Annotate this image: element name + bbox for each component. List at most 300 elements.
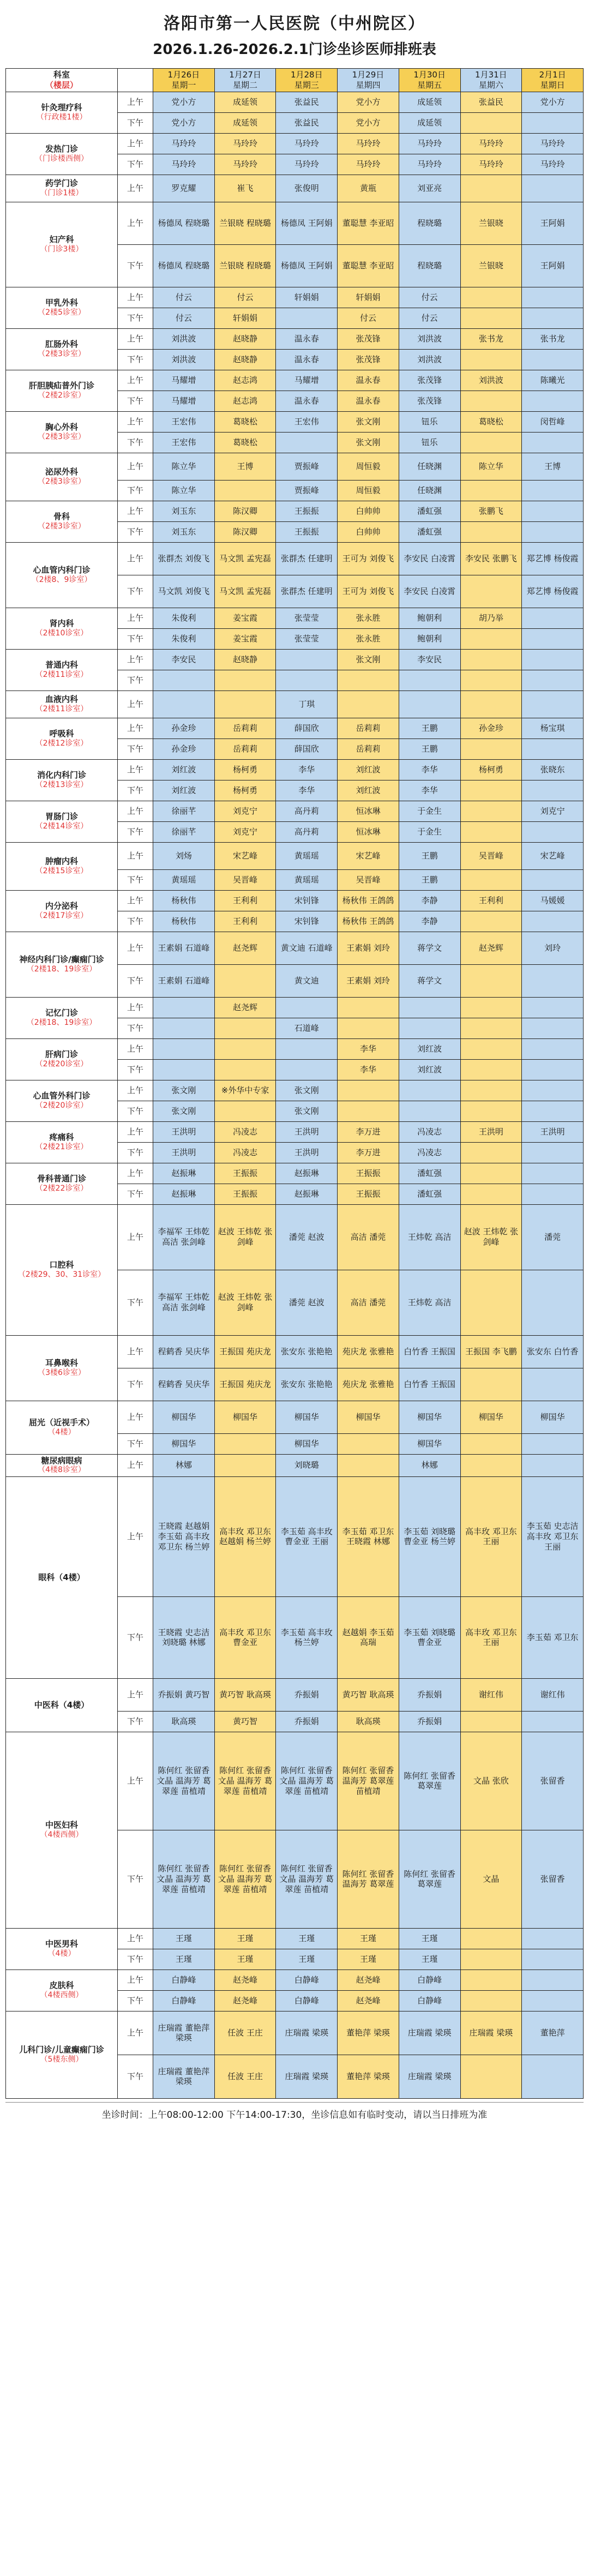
doctor-cell: 李玉茹 史志洁 高丰玫 邓卫东 王丽 [522, 1476, 584, 1596]
header-day: 1月31日 星期六 [460, 69, 522, 92]
doctor-cell: 吴晋峰 [460, 842, 522, 869]
doctor-cell: 黄巧智 耿高瑛 [338, 1678, 399, 1711]
doctor-cell: 党小方 [153, 92, 215, 112]
doctor-cell: 张茂锋 [399, 370, 460, 391]
doctor-cell: 王博 [214, 453, 276, 480]
doctor-cell: 王阿娟 [522, 202, 584, 244]
doctor-cell [460, 1080, 522, 1101]
doctor-cell: 张茂锋 [338, 328, 399, 349]
period-cell: 上午 [118, 842, 153, 869]
doctor-cell [522, 738, 584, 759]
doctor-cell: 乔振娟 [399, 1711, 460, 1732]
doctor-cell: 柳国华 [522, 1401, 584, 1433]
department-name: 疼痛科 [49, 1132, 74, 1142]
doctor-cell: 冯凌志 [399, 1121, 460, 1142]
doctor-cell: 王瑾 [399, 1949, 460, 1969]
doctor-cell [522, 391, 584, 411]
doctor-cell: 王洪明 [153, 1142, 215, 1163]
doctor-cell [214, 1454, 276, 1476]
period-cell: 上午 [118, 542, 153, 575]
doctor-cell: 高丰玫 邓卫东 曹金亚 [214, 1596, 276, 1678]
doctor-cell: 黄瑶瑶 [153, 869, 215, 890]
doctor-cell: 王洪明 [522, 1121, 584, 1142]
doctor-cell: 李华 [276, 780, 338, 801]
department-name: 胃肠门诊 [45, 811, 78, 821]
doctor-cell: 乔振娟 [399, 1678, 460, 1711]
doctor-cell [460, 738, 522, 759]
doctor-cell: 赵尧峰 [338, 1990, 399, 2011]
period-cell: 上午 [118, 608, 153, 628]
doctor-cell: 马玲玲 [214, 133, 276, 154]
doctor-cell: 薛国欣 [276, 718, 338, 738]
doctor-cell: 杨德凤 王阿娟 [276, 202, 338, 244]
doctor-cell: 姜宝霞 [214, 628, 276, 649]
doctor-cell [338, 690, 399, 718]
doctor-cell: 马玲玲 [460, 133, 522, 154]
department-name: 肝病门诊 [45, 1049, 78, 1059]
period-cell: 下午 [118, 1184, 153, 1204]
department-cell [6, 501, 118, 542]
period-cell: 下午 [118, 1142, 153, 1163]
period-cell: 上午 [118, 1401, 153, 1433]
period-cell: 上午 [118, 92, 153, 112]
doctor-cell: 马玲玲 [522, 133, 584, 154]
doctor-cell [522, 1433, 584, 1454]
doctor-cell: 陈何红 张留香 文晶 温海芳 葛翠莲 苗植靖 [153, 1732, 215, 1830]
doctor-cell [214, 1038, 276, 1059]
doctor-cell: 程鹤香 吴庆华 [153, 1335, 215, 1368]
department-cell [6, 453, 118, 501]
doctor-cell: 王振国 李飞鹏 [460, 1335, 522, 1368]
doctor-cell [522, 1368, 584, 1401]
doctor-cell: 石道峰 [276, 1018, 338, 1038]
doctor-cell [460, 1184, 522, 1204]
doctor-cell [460, 308, 522, 328]
doctor-cell: 赵波 王炜乾 张剑峰 [460, 1204, 522, 1270]
header-day: 1月29日 星期四 [338, 69, 399, 92]
doctor-cell: 马玲玲 [522, 154, 584, 175]
doctor-cell: 王瑾 [338, 1949, 399, 1969]
period-cell: 上午 [118, 801, 153, 821]
doctor-cell [522, 521, 584, 542]
period-cell: 下午 [118, 911, 153, 932]
doctor-cell: 王可为 刘俊飞 [338, 542, 399, 575]
doctor-cell [399, 690, 460, 718]
period-cell: 上午 [118, 1080, 153, 1101]
doctor-cell: 李玉茹 高丰玫 杨兰婷 [276, 1596, 338, 1678]
doctor-cell: 赵志鸿 [214, 370, 276, 391]
department-name: 骨科 [53, 511, 70, 521]
doctor-cell: 董艳萍 [522, 2011, 584, 2055]
doctor-cell: 柳国华 [399, 1401, 460, 1433]
doctor-cell [460, 964, 522, 997]
doctor-cell: 付云 [214, 287, 276, 308]
department-room: （4楼西侧） [40, 1830, 83, 1839]
period-cell: 上午 [118, 1476, 153, 1596]
doctor-cell [214, 964, 276, 997]
doctor-cell: 王晓霞 史志洁 刘晓璐 林娜 [153, 1596, 215, 1678]
doctor-cell: 高丰玫 邓卫东 赵越娟 杨兰婷 [214, 1476, 276, 1596]
table-row [6, 801, 584, 821]
doctor-cell: 成延领 [214, 92, 276, 112]
doctor-cell: 兰银晓 [460, 244, 522, 287]
doctor-cell: 马耀增 [153, 391, 215, 411]
doctor-cell [460, 2055, 522, 2098]
doctor-cell: 庄瑞霞 梁瑛 [399, 2055, 460, 2098]
doctor-cell: 庄瑞霞 董艳萍 梁瑛 [153, 2055, 215, 2098]
doctor-cell: 潘虹强 [399, 501, 460, 521]
department-name: 屈光（近视手术） [28, 1417, 94, 1427]
doctor-cell [460, 1270, 522, 1335]
doctor-cell [460, 649, 522, 670]
department-cell [6, 1732, 118, 1928]
doctor-cell: 党小方 [153, 112, 215, 133]
doctor-cell: ※外华中专家 [214, 1080, 276, 1101]
doctor-cell [460, 1018, 522, 1038]
doctor-cell: 赵晓静 [214, 328, 276, 349]
doctor-cell: 于金生 [399, 821, 460, 842]
doctor-cell: 赵尧辉 [214, 997, 276, 1018]
period-cell: 上午 [118, 175, 153, 202]
department-name: 心血管外科门诊 [33, 1090, 91, 1101]
table-header-row [6, 69, 584, 92]
department-room: （5楼东侧） [40, 2055, 83, 2064]
table-row [6, 1732, 584, 1830]
doctor-cell: 岳莉莉 [214, 738, 276, 759]
department-name: 眼科（4楼） [38, 1572, 85, 1582]
doctor-cell: 恒冰琳 [338, 821, 399, 842]
doctor-cell [460, 1969, 522, 1990]
doctor-cell: 杨德凤 王阿娟 [276, 244, 338, 287]
doctor-cell: 王阿娟 [522, 244, 584, 287]
period-cell: 下午 [118, 575, 153, 608]
doctor-cell: 黄巧智 耿高瑛 [214, 1678, 276, 1711]
doctor-cell: 马玲玲 [153, 133, 215, 154]
doctor-cell: 任波 王庄 [214, 2055, 276, 2098]
doctor-cell: 白静峰 [153, 1990, 215, 2011]
period-cell: 下午 [118, 738, 153, 759]
doctor-cell: 赵振琳 [276, 1163, 338, 1184]
department-room: （2楼11诊室） [35, 704, 88, 713]
doctor-cell: 丁琪 [276, 690, 338, 718]
doctor-cell: 李安民 白凌霄 [399, 542, 460, 575]
doctor-cell: 柳国华 [338, 1401, 399, 1433]
department-cell [6, 1335, 118, 1401]
doctor-cell [522, 690, 584, 718]
doctor-cell: 周恒毅 [338, 480, 399, 501]
doctor-cell: 庄瑞霞 梁瑛 [399, 2011, 460, 2055]
doctor-cell [214, 1059, 276, 1080]
doctor-cell: 白帅帅 [338, 521, 399, 542]
period-cell: 下午 [118, 1018, 153, 1038]
table-row [6, 1080, 584, 1101]
doctor-cell: 刘晓璐 [276, 1454, 338, 1476]
doctor-cell: 柳国华 [460, 1401, 522, 1433]
doctor-cell [460, 391, 522, 411]
period-cell: 下午 [118, 2055, 153, 2098]
doctor-cell [276, 997, 338, 1018]
doctor-cell: 杨德凤 程晓璐 [153, 202, 215, 244]
doctor-cell [460, 1454, 522, 1476]
table-row [6, 997, 584, 1018]
doctor-cell: 兰银晓 [460, 202, 522, 244]
doctor-cell: 柳国华 [399, 1433, 460, 1454]
department-cell [6, 1204, 118, 1335]
doctor-cell [460, 821, 522, 842]
doctor-cell: 白帅帅 [338, 501, 399, 521]
doctor-cell: 蒋学文 [399, 932, 460, 964]
doctor-cell: 赵波 王炜乾 张剑峰 [214, 1204, 276, 1270]
doctor-cell: 杨秋伟 [153, 911, 215, 932]
doctor-cell: 潘虹强 [399, 1163, 460, 1184]
period-cell: 下午 [118, 521, 153, 542]
doctor-cell: 马玲玲 [338, 133, 399, 154]
doctor-cell: 陈立华 [153, 453, 215, 480]
doctor-cell [338, 1433, 399, 1454]
doctor-cell [522, 1080, 584, 1101]
doctor-cell: 李玉茹 刘晓璐 曹金亚 杨兰婷 [399, 1476, 460, 1596]
doctor-cell: 刘克宁 [522, 801, 584, 821]
doctor-cell: 王素娟 刘玲 [338, 964, 399, 997]
period-cell: 下午 [118, 1711, 153, 1732]
department-room: （2楼13诊室） [35, 780, 88, 789]
header-day: 1月28日 星期三 [276, 69, 338, 92]
period-cell: 下午 [118, 154, 153, 175]
doctor-cell: 柳国华 [153, 1433, 215, 1454]
doctor-cell [276, 432, 338, 453]
doctor-cell [522, 1101, 584, 1121]
department-room: （2楼3诊室） [38, 521, 86, 531]
doctor-cell: 陈何红 张留香 文晶 温海芳 葛翠莲 苗植靖 [214, 1830, 276, 1928]
period-cell: 下午 [118, 244, 153, 287]
doctor-cell: 王晓霞 赵越娟 李玉茹 高丰玫 邓卫东 杨兰婷 [153, 1476, 215, 1596]
table-row [6, 542, 584, 575]
doctor-cell [214, 1433, 276, 1454]
doctor-cell [522, 649, 584, 670]
doctor-cell [522, 1270, 584, 1335]
doctor-cell: 董聪慧 李亚昭 [338, 244, 399, 287]
table-row [6, 842, 584, 869]
doctor-cell: 耿高瑛 [153, 1711, 215, 1732]
department-name: 骨科普通门诊 [37, 1173, 86, 1184]
doctor-cell: 陈何红 张留香 葛翠莲 [399, 1732, 460, 1830]
doctor-cell: 王利利 [214, 890, 276, 911]
doctor-cell: 陈何红 张留香 文晶 温海芳 葛翠莲 苗植靖 [276, 1732, 338, 1830]
doctor-cell: 马玲玲 [338, 154, 399, 175]
doctor-cell: 李华 [399, 780, 460, 801]
period-cell: 下午 [118, 1433, 153, 1454]
doctor-cell [153, 1059, 215, 1080]
doctor-cell [460, 1142, 522, 1163]
department-cell [6, 1163, 118, 1204]
department-cell [6, 542, 118, 608]
doctor-cell: 刘洪波 [399, 349, 460, 370]
department-room: （2楼10诊室） [35, 628, 88, 638]
doctor-cell: 潘虹强 [399, 521, 460, 542]
doctor-cell: 高丹莉 [276, 801, 338, 821]
department-name: 耳鼻喉科 [45, 1358, 78, 1368]
doctor-cell [522, 1018, 584, 1038]
doctor-cell: 党小方 [522, 92, 584, 112]
doctor-cell: 葛晓松 [214, 432, 276, 453]
department-cell [6, 932, 118, 997]
doctor-cell: 冯凌志 [214, 1121, 276, 1142]
doctor-cell: 马玲玲 [276, 154, 338, 175]
doctor-cell [522, 308, 584, 328]
doctor-cell: 刘炀 [153, 842, 215, 869]
doctor-cell [460, 801, 522, 821]
doctor-cell: 王振振 [338, 1163, 399, 1184]
department-room: （2楼2诊室） [38, 391, 86, 400]
doctor-cell: 冯凌志 [399, 1142, 460, 1163]
period-cell: 下午 [118, 432, 153, 453]
doctor-cell: 兰银晓 程晓璐 [214, 202, 276, 244]
doctor-cell: 张俊明 [276, 175, 338, 202]
doctor-cell [460, 1990, 522, 2011]
doctor-cell: 马玲玲 [153, 154, 215, 175]
table-row [6, 1969, 584, 1990]
doctor-cell: 李安民 张鹏飞 [460, 542, 522, 575]
table-row [6, 932, 584, 964]
doctor-cell: 马文凯 刘俊飞 [153, 575, 215, 608]
period-cell: 上午 [118, 1928, 153, 1949]
doctor-cell: 苑庆龙 张雅艳 [338, 1368, 399, 1401]
department-name: 记忆门诊 [45, 1007, 78, 1018]
doctor-cell: 柳国华 [276, 1401, 338, 1433]
doctor-cell: 王瑾 [399, 1928, 460, 1949]
doctor-cell: 刘克宁 [214, 801, 276, 821]
doctor-cell: 董艳萍 梁瑛 [338, 2011, 399, 2055]
department-name: 甲乳外科 [45, 297, 78, 308]
period-cell: 下午 [118, 1101, 153, 1121]
period-cell: 上午 [118, 997, 153, 1018]
doctor-cell: 黄文迪 [276, 964, 338, 997]
department-room: （2楼17诊室） [35, 911, 88, 920]
doctor-cell [399, 997, 460, 1018]
department-cell [6, 1678, 118, 1732]
table-row [6, 1204, 584, 1270]
doctor-cell: 徐丽芊 [153, 801, 215, 821]
department-name: 儿科门诊/儿童癫痫门诊 [19, 2045, 104, 2055]
doctor-cell: 赵波 王炜乾 张剑峰 [214, 1270, 276, 1335]
doctor-cell [460, 1711, 522, 1732]
doctor-cell [338, 997, 399, 1018]
doctor-cell: 董聪慧 李亚昭 [338, 202, 399, 244]
doctor-cell [214, 1101, 276, 1121]
table-row [6, 1401, 584, 1433]
doctor-cell: 温永春 [276, 328, 338, 349]
doctor-cell: 王宏伟 [276, 411, 338, 432]
doctor-cell [460, 670, 522, 690]
doctor-cell: 张文刚 [338, 432, 399, 453]
doctor-cell: 李玉茹 高丰玫 曹金亚 王丽 [276, 1476, 338, 1596]
table-row [6, 759, 584, 780]
doctor-cell: 张安东 张艳艳 [276, 1368, 338, 1401]
department-cell [6, 1928, 118, 1969]
period-cell: 上午 [118, 1454, 153, 1476]
doctor-cell: 王可为 刘俊飞 [338, 575, 399, 608]
doctor-cell [522, 480, 584, 501]
doctor-cell [522, 1142, 584, 1163]
department-room: （门诊楼西侧） [35, 154, 88, 163]
period-cell: 下午 [118, 869, 153, 890]
period-cell: 上午 [118, 1038, 153, 1059]
doctor-cell: 杨德凤 程晓璐 [153, 244, 215, 287]
period-cell: 下午 [118, 1059, 153, 1080]
doctor-cell [522, 1711, 584, 1732]
table-row [6, 608, 584, 628]
department-cell [6, 202, 118, 287]
doctor-cell: 张莹莹 [276, 628, 338, 649]
doctor-cell: 白竹香 王振国 [399, 1335, 460, 1368]
doctor-cell: 白静峰 [153, 1969, 215, 1990]
doctor-cell: 马文凯 孟宪磊 [214, 575, 276, 608]
header-day: 1月27日 星期二 [214, 69, 276, 92]
doctor-cell: 李安民 [153, 649, 215, 670]
doctor-cell [460, 869, 522, 890]
doctor-cell: 岳莉莉 [338, 738, 399, 759]
doctor-cell [522, 869, 584, 890]
period-cell: 下午 [118, 112, 153, 133]
doctor-cell: 王振振 [338, 1184, 399, 1204]
page-header [0, 0, 589, 64]
doctor-cell: 王宏伟 [153, 411, 215, 432]
department-cell [6, 649, 118, 690]
doctor-cell [338, 1080, 399, 1101]
doctor-cell: 郑艺博 杨俊霞 [522, 542, 584, 575]
doctor-cell: 孙金珍 [153, 718, 215, 738]
doctor-cell [522, 2055, 584, 2098]
doctor-cell [460, 997, 522, 1018]
doctor-cell: 白竹香 王振国 [399, 1368, 460, 1401]
doctor-cell: 陈立华 [153, 480, 215, 501]
doctor-cell [522, 1163, 584, 1184]
department-cell [6, 718, 118, 759]
doctor-cell: 吴晋峰 [338, 869, 399, 890]
doctor-cell [460, 1059, 522, 1080]
department-name: 心血管内科门诊 [33, 565, 91, 575]
doctor-cell: 陈何红 张留香 温海芳 葛翠莲 [338, 1830, 399, 1928]
table-row [6, 328, 584, 349]
doctor-cell [522, 1969, 584, 1990]
doctor-cell: 张留香 [522, 1830, 584, 1928]
doctor-cell: 王鹏 [399, 842, 460, 869]
doctor-cell: 岳莉莉 [214, 718, 276, 738]
doctor-cell: 赵志鸿 [214, 391, 276, 411]
doctor-cell: 任晓渊 [399, 480, 460, 501]
doctor-cell: 马玲玲 [460, 154, 522, 175]
table-row [6, 1928, 584, 1949]
department-room: （2楼18、19诊室） [26, 1018, 97, 1027]
doctor-cell: 王瑾 [276, 1928, 338, 1949]
department-room: （4楼） [47, 1949, 76, 1958]
doctor-cell: 温永春 [276, 349, 338, 370]
doctor-cell: 张永胜 [338, 608, 399, 628]
table-row [6, 718, 584, 738]
doctor-cell: 张益民 [276, 92, 338, 112]
doctor-cell [338, 670, 399, 690]
doctor-cell: 闵哲峰 [522, 411, 584, 432]
doctor-cell [153, 997, 215, 1018]
doctor-cell: 王利利 [214, 911, 276, 932]
doctor-cell: 付云 [153, 287, 215, 308]
doctor-cell [460, 628, 522, 649]
doctor-cell [338, 1018, 399, 1038]
department-room: （2楼12诊室） [35, 738, 88, 748]
department-room: （2楼22诊室） [35, 1184, 88, 1193]
doctor-cell: 白静峰 [399, 1969, 460, 1990]
department-name: 肛肠外科 [45, 339, 78, 349]
